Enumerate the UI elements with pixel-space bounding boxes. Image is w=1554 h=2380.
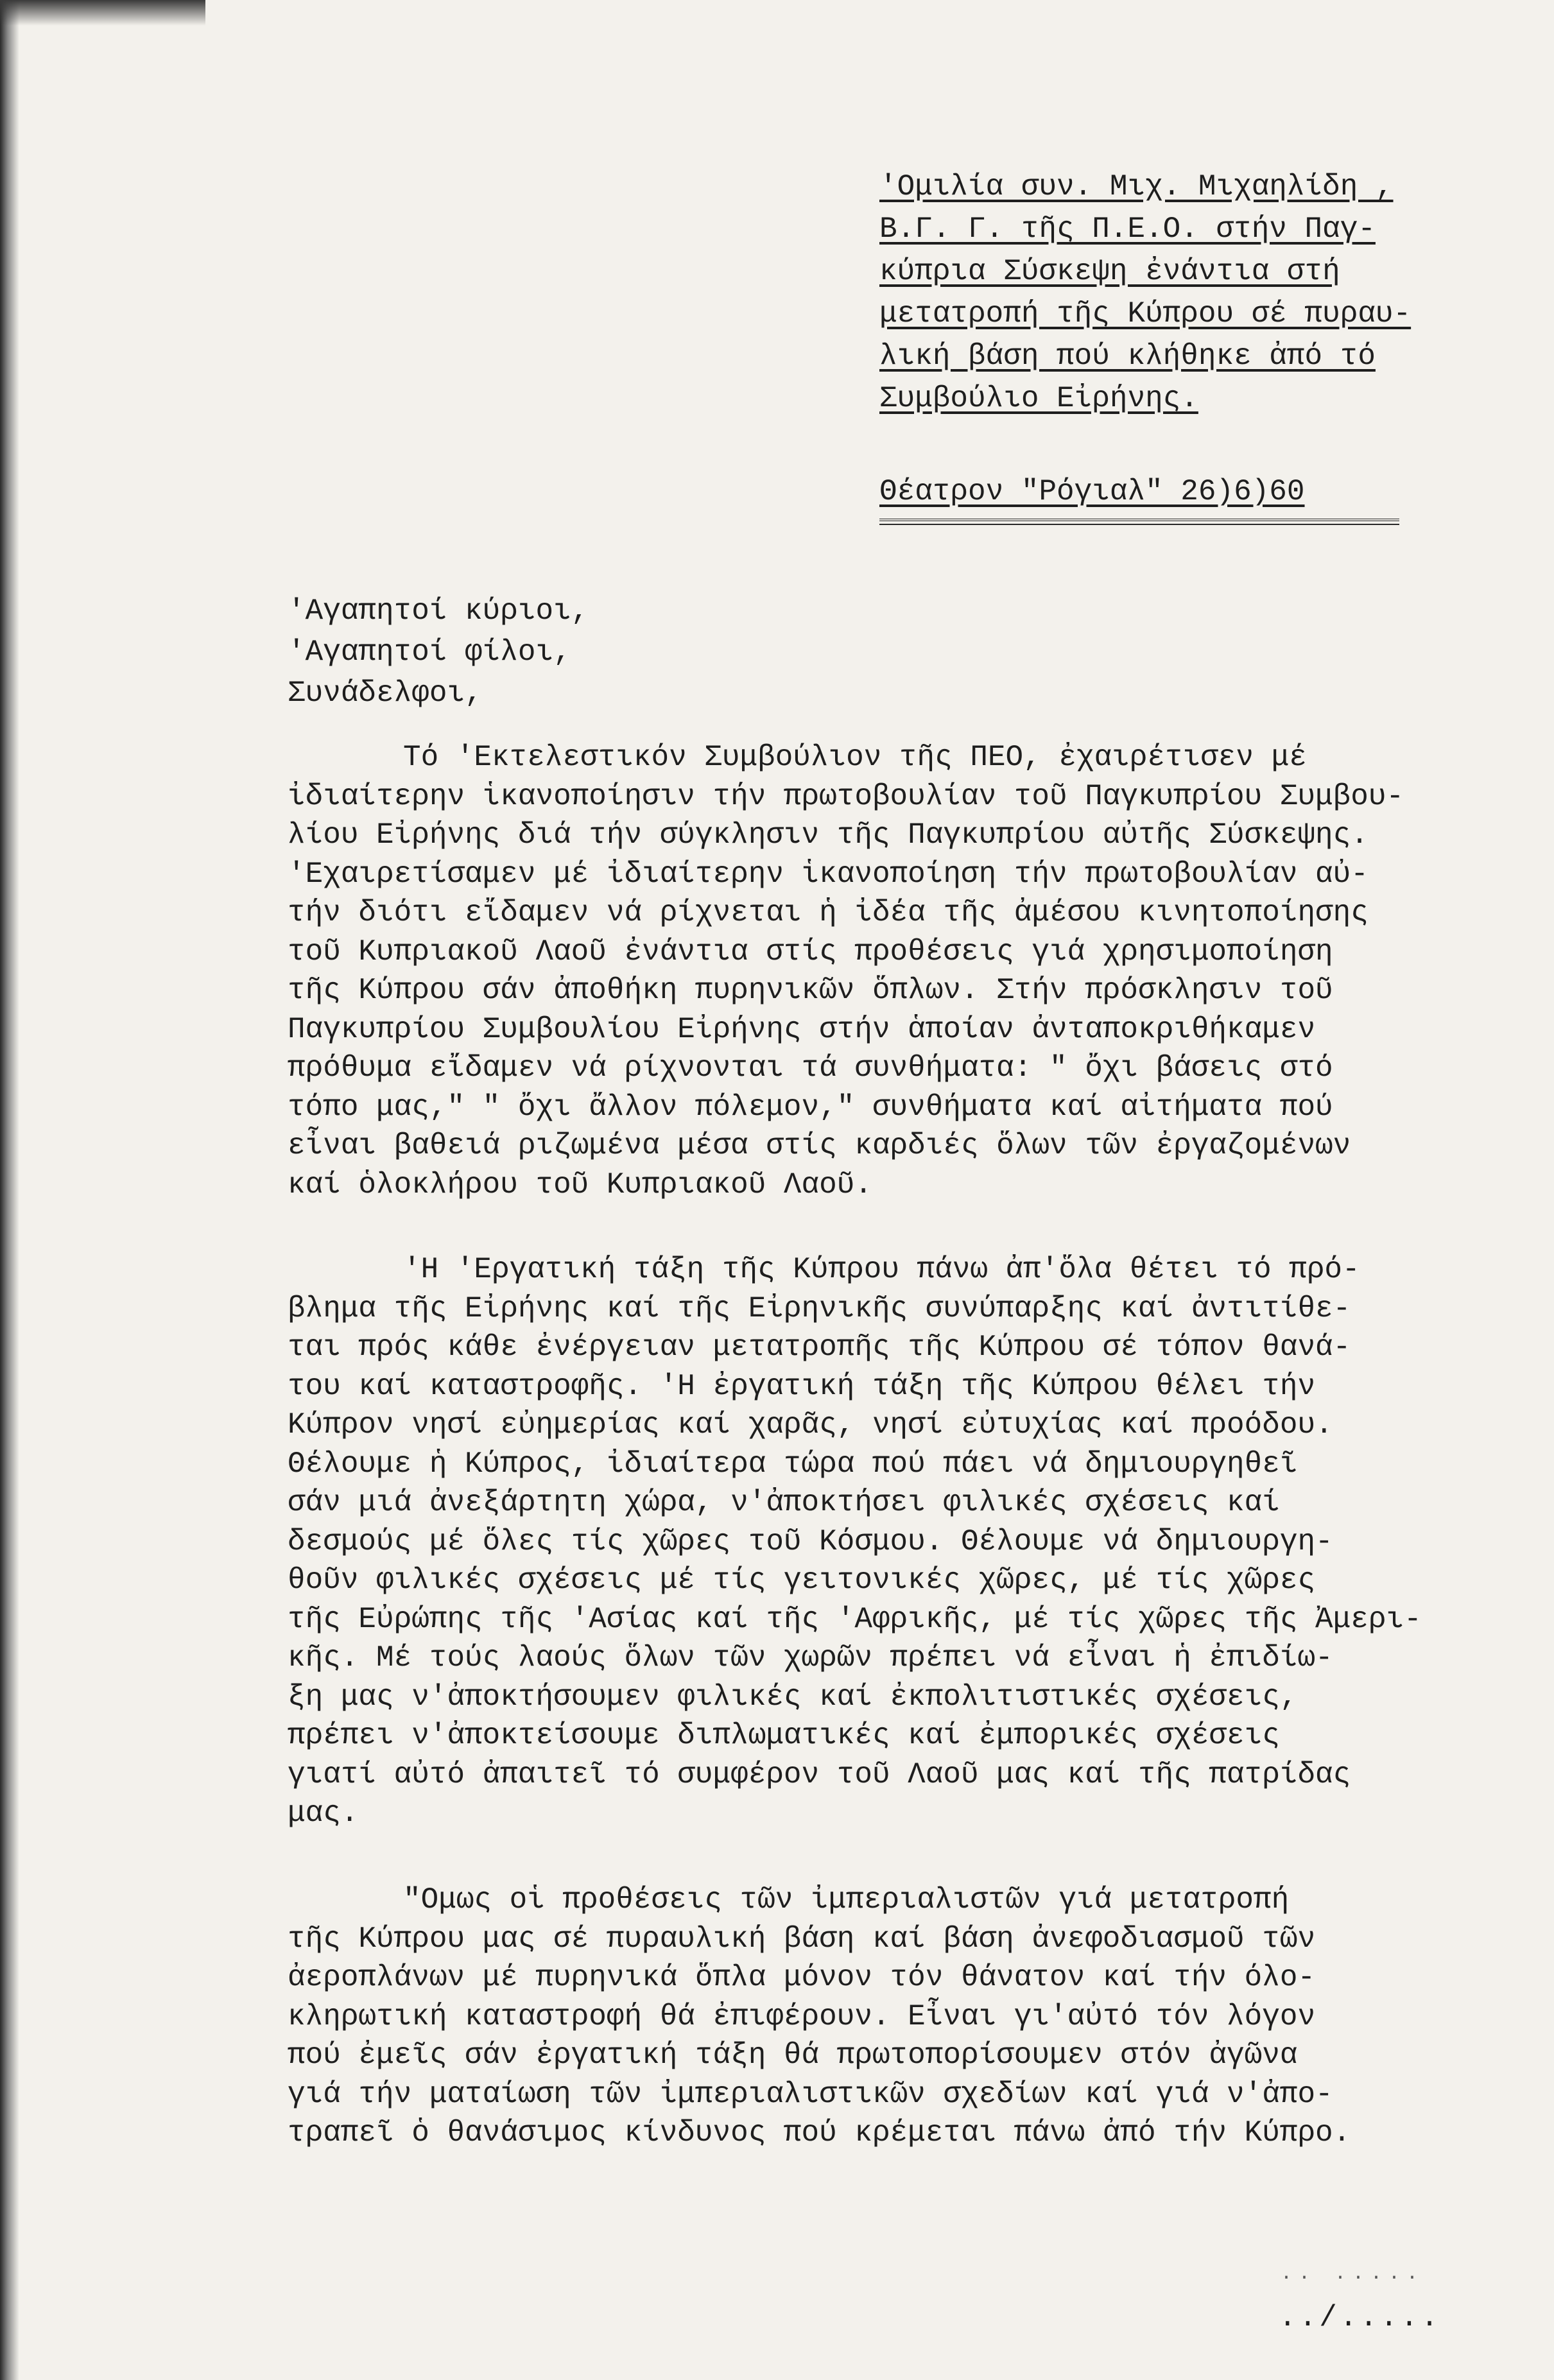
- text-line: κῆς. Μέ τούς λαούς ὅλων τῶν χωρῶν πρέπει νά εἶναι ἡ ἐπιδίω-: [288, 1641, 1333, 1675]
- text-line: ξη μας ν'ἀποκτήσουμεν φιλικές καί ἐκπολιτιστικές σχέσεις,: [288, 1680, 1298, 1714]
- text-line: γιατί αὐτό ἀπαιτεῖ τό συμφέρον τοῦ Λαοῦ μας καί τῆς πατρίδας: [288, 1757, 1351, 1791]
- text-line: δεσμούς μέ ὅλες τίς χῶρες τοῦ Κόσμου. Θέλουμε νά δημιουργη-: [288, 1524, 1333, 1558]
- text-line: Κύπρον νησί εὐημερίας καί χαρᾶς, νησί εὐτυχίας καί προόδου.: [288, 1408, 1333, 1442]
- text-line: τοῦ Κυπριακοῦ Λαοῦ ἐνάντια στίς προθέσεις γιά χρησιμοποίηση: [288, 935, 1333, 969]
- heading-line: 'Ομιλία συν. Μιχ. Μιχαηλίδη ,: [879, 170, 1394, 203]
- scan-edge-shadow: [0, 0, 19, 2380]
- text-line: εἶναι βαθειά ριζωμένα μέσα στίς καρδιές ὅλων τῶν ἐργαζομένων: [288, 1129, 1351, 1162]
- text-line: μας.: [288, 1797, 359, 1830]
- text-line: 'Η 'Εργατική τάξη τῆς Κύπρου πάνω ἀπ'ὅλα θέτει τό πρό-: [403, 1253, 1360, 1286]
- text-line: τήν διότι εἴδαμεν νά ρίχνεται ἡ ἰδέα τῆς ἀμέσου κινητοποίησης: [288, 896, 1368, 929]
- heading-line: Β.Γ. Γ. τῆς Π.Ε.Ο. στήν Παγ-: [879, 212, 1376, 246]
- paragraph-2: [288, 1250, 1520, 1833]
- text-line: πρέπει ν'ἀποκτείσουμε διπλωματικές καί ἐμπορικές σχέσεις: [288, 1719, 1280, 1752]
- text-line: Παγκυπρίου Συμβουλίου Εἰρήνης στήν ἁποίαν ἀνταποκριθήκαμεν: [288, 1012, 1316, 1046]
- salutation-line: 'Αγαπητοί φίλοι,: [288, 635, 571, 669]
- speech-heading: [879, 166, 1521, 420]
- continuation-mark: ../.....: [1279, 2301, 1441, 2334]
- text-line: 'Εχαιρετίσαμεν μέ ἰδιαίτερην ἱκανοποίηση τήν πρωτοβουλίαν αὐ-: [288, 857, 1368, 891]
- text-line: Θέλουμε ἡ Κύπρος, ἰδιαίτερα τώρα πού πάει νά δημιουργηθεῖ: [288, 1447, 1298, 1481]
- salutation-line: Συνάδελφοι,: [288, 677, 483, 710]
- text-line: τῆς Κύπρου σάν ἀποθήκη πυρηνικῶν ὅπλων. Στήν πρόσκλησιν τοῦ: [288, 974, 1333, 1007]
- venue-underline-rule: [879, 519, 1399, 525]
- text-line: τόπο μας," " ὄχι ἄλλον πόλεμον," συνθήματα καί αἰτήματα πού: [288, 1090, 1333, 1124]
- text-line: "Ομως οἱ προθέσεις τῶν ἰμπεριαλιστῶν γιά μετατροπή: [403, 1883, 1290, 1917]
- text-line: γιά τήν ματαίωση τῶν ἰμπεριαλιστικῶν σχεδίων καί γιά ν'ἀπο-: [288, 2077, 1333, 2111]
- stray-dots: ·· ·····: [1281, 2267, 1425, 2289]
- text-line: τῆς Κύπρου μας σέ πυραυλική βάση καί βάση ἀνεφοδιασμοῦ τῶν: [288, 1922, 1316, 1956]
- text-line: ἀεροπλάνων μέ πυρηνικά ὅπλα μόνον τόν θάνατον καί τήν όλο-: [288, 1961, 1316, 1994]
- text-line: τῆς Εὐρώπης τῆς 'Ασίας καί τῆς 'Αφρικῆς, μέ τίς χῶρες τῆς Ἀμερι-: [288, 1602, 1422, 1636]
- text-line: θοῦν φιλικές σχέσεις μέ τίς γειτονικές χῶρες, μέ τίς χῶρες: [288, 1564, 1316, 1597]
- text-line: Τό 'Εκτελεστικόν Συμβούλιον τῆς ΠΕΟ, ἐχαιρέτισεν μέ: [403, 741, 1307, 774]
- text-line: του καί καταστροφῆς. 'Η ἐργατική τάξη τῆς Κύπρου θέλει τήν: [288, 1369, 1316, 1403]
- heading-line: λική βάση πού κλήθηκε ἀπό τό: [879, 340, 1376, 373]
- heading-line: κύπρια Σύσκεψη ἐνάντια στή: [879, 255, 1340, 288]
- text-line: λίου Εἰρήνης διά τήν σύγκλησιν τῆς Παγκυπρίου αὐτῆς Σύσκεψης.: [288, 818, 1368, 852]
- scan-corner-shadow: [0, 0, 205, 26]
- salutation-line: 'Αγαπητοί κύριοι,: [288, 594, 589, 628]
- text-line: πού ἐμεῖς σάν ἐργατική τάξη θά πρωτοπορίσουμεν στόν ἀγῶνα: [288, 2039, 1298, 2072]
- text-line: ται πρός κάθε ἐνέργειαν μετατροπῆς τῆς Κύπρου σέ τόπον θανά-: [288, 1331, 1351, 1364]
- salutation: [288, 591, 589, 714]
- text-line: πρόθυμα εἴδαμεν νά ρίχνονται τά συνθήματα: " ὄχι βάσεις στό: [288, 1051, 1333, 1085]
- text-line: τραπεῖ ὁ θανάσιμος κίνδυνος πού κρέμεται πάνω ἀπό τήν Κύπρο.: [288, 2116, 1351, 2150]
- text-line: καί ὁλοκλήρου τοῦ Κυπριακοῦ Λαοῦ.: [288, 1168, 872, 1202]
- text-line: σάν μιά ἀνεξάρτητη χώρα, ν'ἀποκτήσει φιλικές σχέσεις καί: [288, 1486, 1280, 1519]
- text-line: κληρωτική καταστροφή θά ἐπιφέρουν. Εἶναι γι'αὐτό τόν λόγον: [288, 1999, 1316, 2033]
- text-line: ἰδιαίτερην ἱκανοποίησιν τήν πρωτοβουλίαν τοῦ Παγκυπρίου Συμβου-: [288, 779, 1404, 813]
- venue-date: Θέατρον "Ρόγιαλ" 26)6)60: [879, 475, 1305, 508]
- paragraph-1: [288, 738, 1520, 1204]
- text-line: βλημα τῆς Εἰρήνης καί τῆς Εἰρηνικῆς συνύπαρξης καί ἀντιτίθε-: [288, 1291, 1351, 1325]
- heading-line: μετατροπή τῆς Κύπρου σέ πυραυ-: [879, 297, 1412, 331]
- heading-line: Συμβούλιο Εἰρήνης.: [879, 382, 1198, 415]
- paragraph-3: [288, 1881, 1520, 2153]
